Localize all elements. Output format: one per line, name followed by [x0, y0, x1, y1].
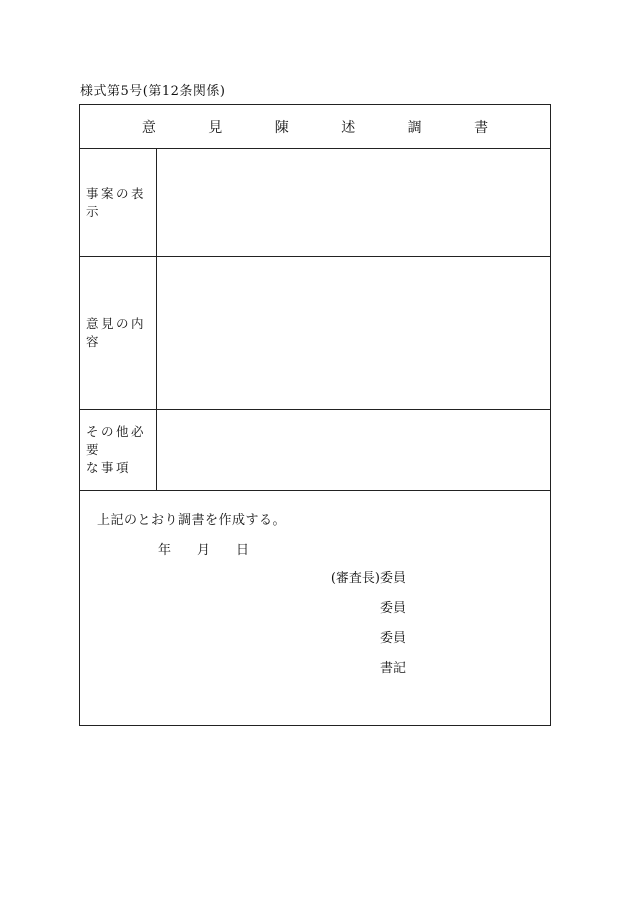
date-day: 日 [236, 543, 250, 558]
form-number: 様式第5号(第12条関係) [80, 84, 226, 99]
other-matters-label-line2: な事項 [86, 460, 132, 475]
opinion-row [80, 257, 550, 410]
other-matters-field[interactable] [157, 410, 550, 490]
case-field[interactable] [157, 149, 550, 256]
signature-clerk: 書記 [379, 661, 406, 676]
hearing-record-form [79, 104, 551, 726]
other-matters-label [80, 410, 157, 490]
signature-member-2: 委員 [379, 631, 406, 646]
date-month: 月 [197, 543, 211, 558]
statement-text: 上記のとおり調書を作成する。 [97, 513, 287, 528]
other-matters-label-line1: その他必要 [86, 424, 147, 457]
opinion-field[interactable] [157, 257, 550, 409]
opinion-label: 意見の内容 [80, 257, 157, 409]
other-matters-row [80, 410, 550, 491]
footer-section [80, 491, 550, 725]
date-line [158, 539, 275, 558]
form-title-row [80, 105, 550, 149]
signature-chief-member: (審査長)委員 [330, 571, 406, 586]
date-year: 年 [158, 543, 172, 558]
case-label: 事案の表示 [80, 149, 157, 256]
case-row [80, 149, 550, 257]
form-title: 意 見 陳 述 調 書 [141, 119, 513, 136]
signature-member-1: 委員 [379, 601, 406, 616]
